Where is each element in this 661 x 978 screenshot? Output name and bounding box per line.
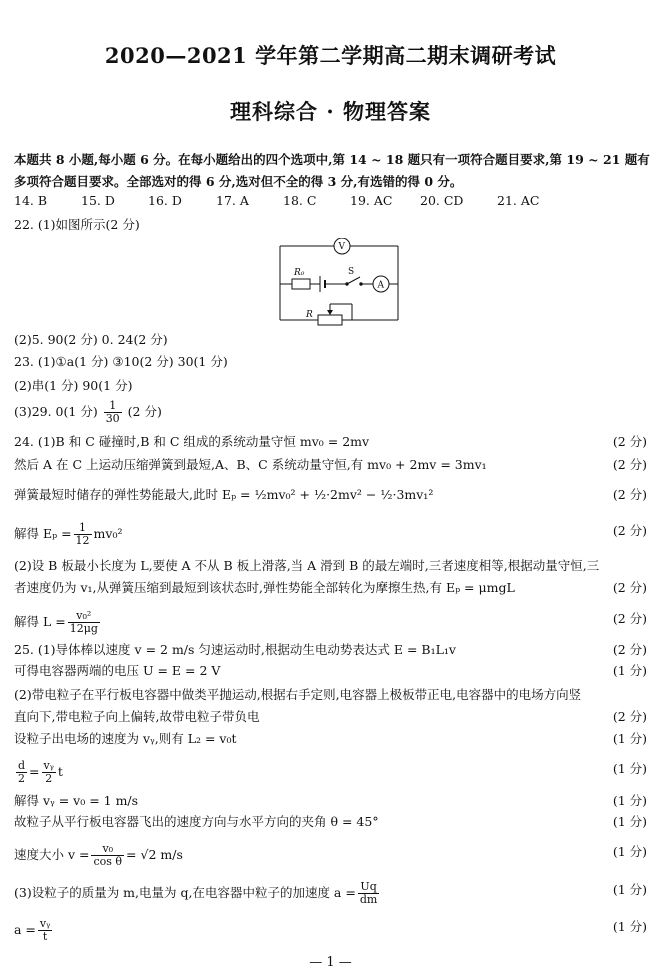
q25-line-2: 可得电容器两端的电压 U = E = 2 V (1 分) (14, 663, 647, 678)
q25-line-6: $\frac{d}{2}$ = $\frac{\text{vᵧ}}{2}$ t (1 分) (18, 759, 647, 785)
q25-line-1: 25. (1)导体棒以速度 v = 2 m/s 匀速运动时,根据动生电动势表达式 E = B₁L₁v (2 分) (14, 642, 647, 657)
rheostat-icon (318, 315, 342, 325)
choice-answer: 21. AC (497, 193, 540, 208)
q25-line-5: 设粒子出电场的速度为 vᵧ,则有 L₂ = v₀t (1 分) (14, 731, 647, 746)
resistor-r0-icon (292, 279, 310, 289)
rheostat-label: R (306, 310, 313, 320)
switch-label: S (348, 267, 355, 277)
page-number: — 1 — (309, 955, 352, 970)
fraction: $\frac{1}{30}$ (105, 399, 120, 425)
choice-answer: 16. D (148, 193, 182, 208)
q24-line-2: 然后 A 在 C 上运动压缩弹簧到最短,A、B、C 系统动量守恒,有 mv₀ + 2mv = 3mv₁ (2 分) (14, 457, 647, 472)
q25-line-3: (2)带电粒子在平行板电容器中做类平抛运动,根据右手定则,电容器上极板带正电,电容器中的电场方向竖 (14, 687, 582, 702)
q25-line-11: a = $\frac{\text{vᵧ}}{t}$ (1 分) (14, 917, 647, 943)
q24-line-3: 弹簧最短时储存的弹性势能最大,此时 Eₚ = ½mv₀² + ½·2mv² − ½·3mv₁² (2 分) (14, 487, 647, 502)
q22-line-2: (2)5. 90(2 分) 0. 24(2 分) (14, 332, 168, 347)
switch-icon (347, 277, 360, 284)
intro-line-2: 多项符合题目要求。全部选对的得 6 分,选对但不全的得 3 分,有选错的得 0 分。 (14, 174, 463, 189)
q22-line-1: 22. (1)如图所示(2 分) (14, 217, 140, 232)
choice-answer: 18. C (283, 193, 317, 208)
q24-line-1: 24. (1)B 和 C 碰撞时,B 和 C 组成的系统动量守恒 mv₀ = 2mv (2 分) (14, 434, 647, 449)
q23-line-1: 23. (1)①a(1 分) ③10(2 分) 30(1 分) (14, 354, 228, 369)
voltmeter-label: V (338, 242, 345, 252)
choice-answer: 19. AC (350, 193, 393, 208)
q25-line-8: 故粒子从平行板电容器飞出的速度方向与水平方向的夹角 θ = 45° (1 分) (14, 814, 647, 829)
choice-answer: 17. A (216, 193, 249, 208)
page-title: 2020—2021 学年第二学期高二期末调研考试 (104, 43, 557, 68)
q24-line-4: 解得 Eₚ = $\frac{1}{12}$ mv₀² (2 分) (14, 521, 647, 547)
q25-line-4: 直向下,带电粒子向上偏转,故带电粒子带负电 (2 分) (14, 709, 647, 724)
q24-line-7: 解得 L = $\frac{\text{v₀²}}{12\mu g}$ (2 分) (14, 609, 647, 635)
q24-line-6: 者速度仍为 v₁,从弹簧压缩到最短到该状态时,弹性势能全部转化为摩擦生热,有 Eₚ = μmgL (2 分) (14, 580, 647, 595)
circuit-diagram (274, 238, 402, 328)
choice-answer: 14. B (14, 193, 48, 208)
q23-line-3: (3)29. 0(1 分) $\frac{1}{30}$ (2 分) (14, 399, 162, 425)
q25-line-7: 解得 vᵧ = v₀ = 1 m/s (1 分) (14, 793, 647, 808)
q25-line-9: 速度大小 v = $\frac{\text{v₀}}{\text{cos θ}}$ = √2 m/s (1 分) (14, 842, 647, 868)
choice-answer: 20. CD (420, 193, 464, 208)
q25-line-10: (3)设粒子的质量为 m,电量为 q,在电容器中粒子的加速度 a = $\frac{Uq}{dm}$ (1 分) (14, 880, 647, 906)
r0-label: R₀ (294, 268, 305, 278)
q24-line-5: (2)设 B 板最小长度为 L,要使 A 不从 B 板上滑落,当 A 滑到 B 的最左端时,三者速度相等,根据动量守恒,三 (14, 558, 600, 573)
ammeter-label: A (377, 280, 384, 291)
intro-line-1: 本题共 8 小题,每小题 6 分。在每小题给出的四个选项中,第 14 ~ 18 题只有一项符合题目要求,第 19 ~ 21 题有 (14, 152, 650, 167)
q23-line-2: (2)串(1 分) 90(1 分) (14, 378, 133, 393)
page-subtitle: 理科综合 · 物理答案 (230, 99, 431, 124)
choice-answer: 15. D (81, 193, 115, 208)
